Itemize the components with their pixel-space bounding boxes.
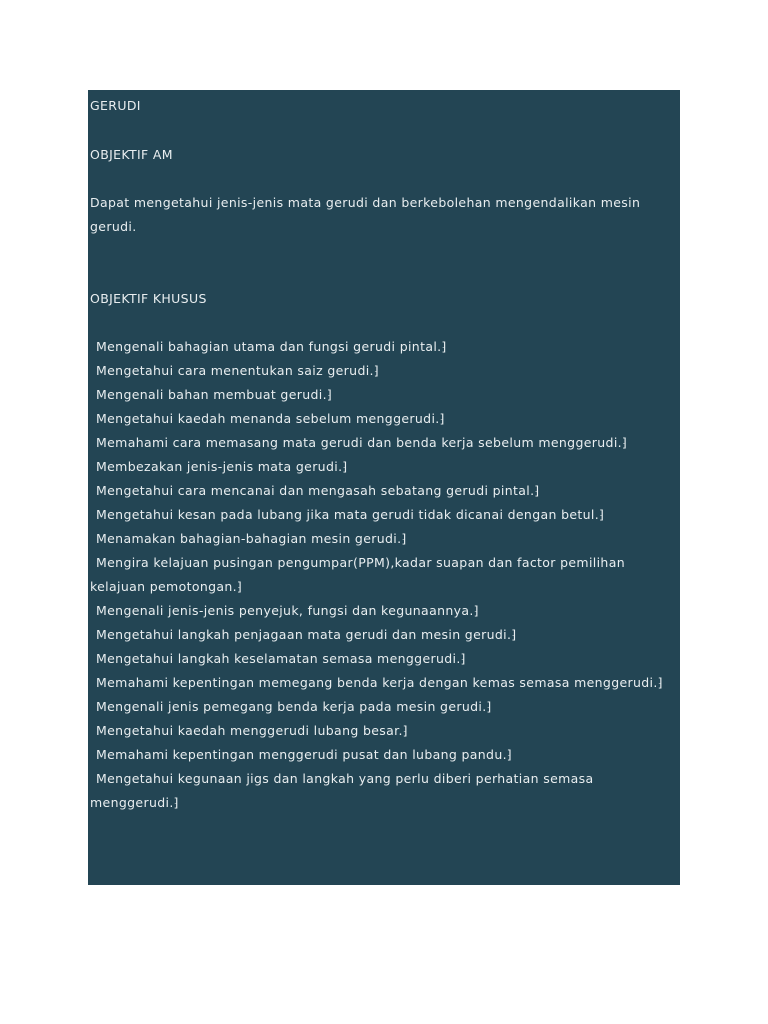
general-objective-text: Dapat mengetahui jenis-jenis mata gerudi dan berkebolehan mengendalikan mesin gerudi.	[90, 195, 641, 234]
objective-item: Mengetahui kaedah menanda sebelum menggerudi.⁆	[96, 411, 445, 426]
objective-item: Mengira kelajuan pusingan pengumpar(PPM),kadar suapan dan factor pemilihan kelajuan pemotongan.⁆	[90, 555, 625, 594]
document-title: GERUDI	[90, 98, 141, 113]
objective-item: Mengenali jenis pemegang benda kerja pada mesin gerudi.⁆	[96, 699, 492, 714]
objective-item: Mengenali jenis-jenis penyejuk, fungsi dan kegunaannya.⁆	[96, 603, 479, 618]
objective-item: Memahami kepentingan menggerudi pusat dan lubang pandu.⁆	[96, 747, 513, 762]
objective-item: Mengetahui kegunaan jigs dan langkah yang perlu diberi perhatian semasa menggerudi.⁆	[90, 771, 594, 810]
objective-item: Mengenali bahan membuat gerudi.⁆	[96, 387, 333, 402]
objective-item: Mengetahui cara menentukan saiz gerudi.⁆	[96, 363, 380, 378]
objective-item: Mengetahui langkah keselamatan semasa menggerudi.⁆	[96, 651, 466, 666]
objective-item: Menamakan bahagian-bahagian mesin gerudi.⁆	[96, 531, 407, 546]
specific-objectives-list	[90, 335, 675, 815]
objective-item: Membezakan jenis-jenis mata gerudi.⁆	[96, 459, 348, 474]
objective-item: Mengetahui kaedah menggerudi lubang besar.⁆	[96, 723, 409, 738]
objective-item: Mengetahui langkah penjagaan mata gerudi dan mesin gerudi.⁆	[96, 627, 517, 642]
document-panel	[88, 90, 680, 885]
general-objective-heading: OBJEKTIF AM	[90, 147, 173, 162]
objective-item: Mengenali bahagian utama dan fungsi gerudi pintal.⁆	[96, 339, 447, 354]
objective-item: Mengetahui kesan pada lubang jika mata gerudi tidak dicanai dengan betul.⁆	[96, 507, 605, 522]
objective-item: Mengetahui cara mencanai dan mengasah sebatang gerudi pintal.⁆	[96, 483, 540, 498]
objective-item: Memahami kepentingan memegang benda kerja dengan kemas semasa menggerudi.⁆	[96, 675, 663, 690]
specific-objectives-heading: OBJEKTIF KHUSUS	[90, 291, 207, 306]
objective-item: Memahami cara memasang mata gerudi dan benda kerja sebelum menggerudi.⁆	[96, 435, 628, 450]
